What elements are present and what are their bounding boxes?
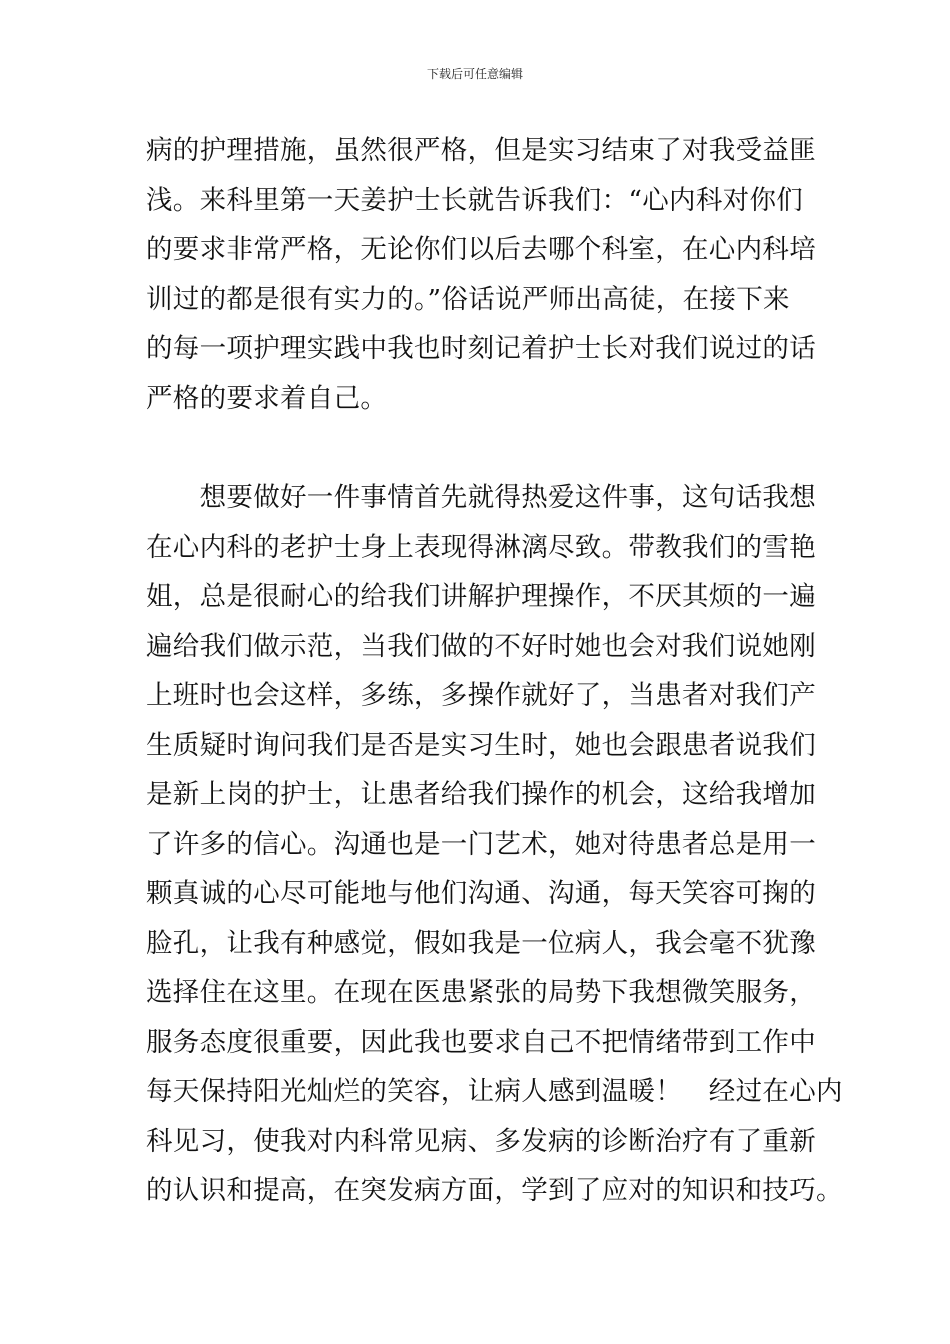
text-line: 遍给我们做示范，当我们做的不好时她也会对我们说她刚 [146, 630, 816, 662]
text-line: 选择住在这里。在现在医患紧张的局势下我想微笑服务， [146, 977, 816, 1008]
text-line: 生质疑时询问我们是否是实习生时，她也会跟患者说我们 [146, 729, 816, 761]
text-line: 的要求非常严格，无论你们以后去哪个科室，在心内科培 [146, 234, 816, 265]
text-line: 病的护理措施，虽然很严格，但是实习结束了对我受益匪 [146, 135, 816, 166]
text-line: 颗真诚的心尽可能地与他们沟通、沟通，每天笑容可掬的 [146, 878, 816, 909]
paragraph-2 [146, 473, 843, 1216]
text-line: 浅。来科里第一天姜护士长就告诉我们：“心内科对你们 [146, 184, 804, 216]
text-line: 在心内科的老护士身上表现得淋漓尽致。带教我们的雪艳 [146, 531, 816, 563]
text-line: 训过的都是很有实力的。”俗话说严师出高徒，在接下来 [146, 283, 790, 315]
text-line: 是新上岗的护士，让患者给我们操作的机会，这给我增加 [146, 779, 816, 810]
text-line: 脸孔，让我有种感觉，假如我是一位病人，我会毫不犹豫 [146, 927, 816, 959]
text-line: 的认识和提高，在突发病方面，学到了应对的知识和技巧。 [146, 1175, 843, 1206]
text-line: 姐，总是很耐心的给我们讲解护理操作，不厌其烦的一遍 [146, 581, 816, 612]
text-line: 上班时也会这样，多练，多操作就好了，当患者对我们产 [146, 680, 816, 711]
text-line: 每天保持阳光灿烂的笑容，让病人感到温暖！ 经过在心内 [146, 1076, 843, 1107]
header-note: 下载后可任意编辑 [426, 67, 523, 81]
text-line: 了许多的信心。沟通也是一门艺术，她对待患者总是用一 [146, 828, 816, 860]
text-line: 想要做好一件事情首先就得热爱这件事，这句话我想 [146, 482, 816, 513]
text-line: 严格的要求着自己。 [146, 382, 388, 414]
paragraph-1 [146, 126, 816, 423]
text-line: 服务态度很重要，因此我也要求自己不把情绪带到工作中 [146, 1026, 816, 1058]
text-line: 的每一项护理实践中我也时刻记着护士长对我们说过的话 [146, 333, 816, 364]
text-line: 科见习，使我对内科常见病、多发病的诊断治疗有了重新 [146, 1125, 816, 1157]
